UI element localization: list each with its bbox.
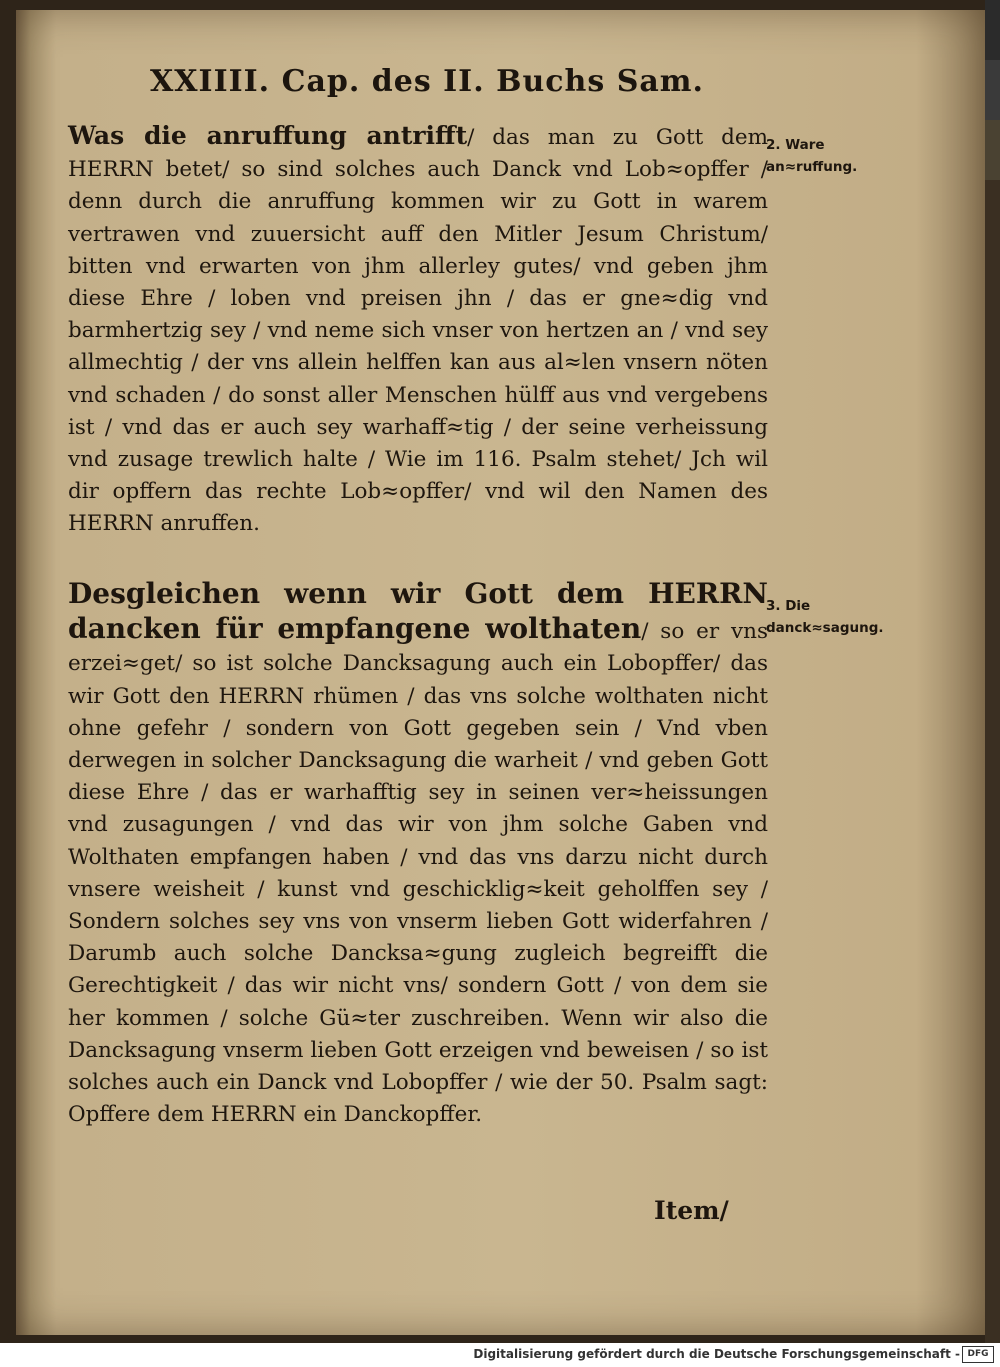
paragraph-lead: Desgleichen wenn wir Gott dem HERRN dancken für empfangene wolthaten <box>68 577 768 646</box>
dfg-logo: DFG <box>962 1346 994 1363</box>
page-header: XXIIII. Cap. des II. Buchs Sam. <box>150 64 704 99</box>
margin-note-anruffung: 2. Ware an≈ruffung. <box>766 137 858 175</box>
page-edge <box>985 0 1000 1343</box>
funding-credit: Digitalisierung gefördert durch die Deutsche Forschungsgemeinschaft - <box>473 1347 960 1361</box>
margin-note-dancksagung: 3. Die danck≈sagung. <box>766 598 884 636</box>
paragraph-lead: Was die anruffung antrifft <box>68 121 468 150</box>
paragraph-text: / das man zu Gott dem HERRN betet/ so sind solches auch Danck vnd Lob≈opffer / denn durch die anruffung kommen wir zu Gott in warem vertrawen vnd zuuersicht auff den Mitler Jesum Christum/ bitten vnd erwarten von jhm allerley gutes/ vnd geben jhm diese Ehre / loben vnd preisen jhn / das er gne≈dig vnd barmhertzig sey / vnd neme sich vnser von hertzen an / vnd sey allmechtig / der vns allein helffen kan aus al≈len vnsern nöten vnd schaden / do sonst aller Menschen hülff aus vnd vergebens ist / vnd das er auch sey warhaff≈tig / der seine verheissung vnd zusage trewlich halte / Wie im 116. Psalm stehet/ Jch wil dir opffern das rechte Lob≈opffer/ vnd wil den Namen des HERRN anruffen. <box>68 125 769 537</box>
catchword: Item/ <box>654 1196 729 1225</box>
footer-bar <box>0 1343 1000 1367</box>
paragraph-anruffung <box>68 120 768 541</box>
paragraph-text: / so er vns erzei≈get/ so ist solche Dancksagung auch ein Lobopffer/ das wir Gott den HERRN rhümen / das vns solche wolthaten nicht ohne gefehr / sondern von Gott gegeben sein / Vnd vben derwegen in solcher Dancksagung die warheit / vnd geben Gott diese Ehre / das er warhafftig sey in seinen ver≈heissungen vnd zusagungen / vnd das wir von jhm solche Gaben vnd Wolthaten empfangen haben / vnd das vns darzu nicht durch vnsere weisheit / kunst vnd geschicklig≈keit geholffen sey / Sondern solches sey vns von vnserm lieben Gott widerfahren / Darumb auch solche Dancksa≈gung zugleich begreifft die Gerechtigkeit / das wir nicht vns/ sondern Gott / von dem sie her kommen / solche Gü≈ter zuschreiben. Wenn wir also die Dancksagung vnserm lieben Gott erzeigen vnd beweisen / so ist solches auch ein Danck vnd Lobopffer / wie der 50. Psalm sagt: Opffere dem HERRN ein Danckopffer. <box>68 619 768 1128</box>
color-calibration-strip <box>985 0 1000 180</box>
paragraph-dancksagung <box>68 578 768 1131</box>
